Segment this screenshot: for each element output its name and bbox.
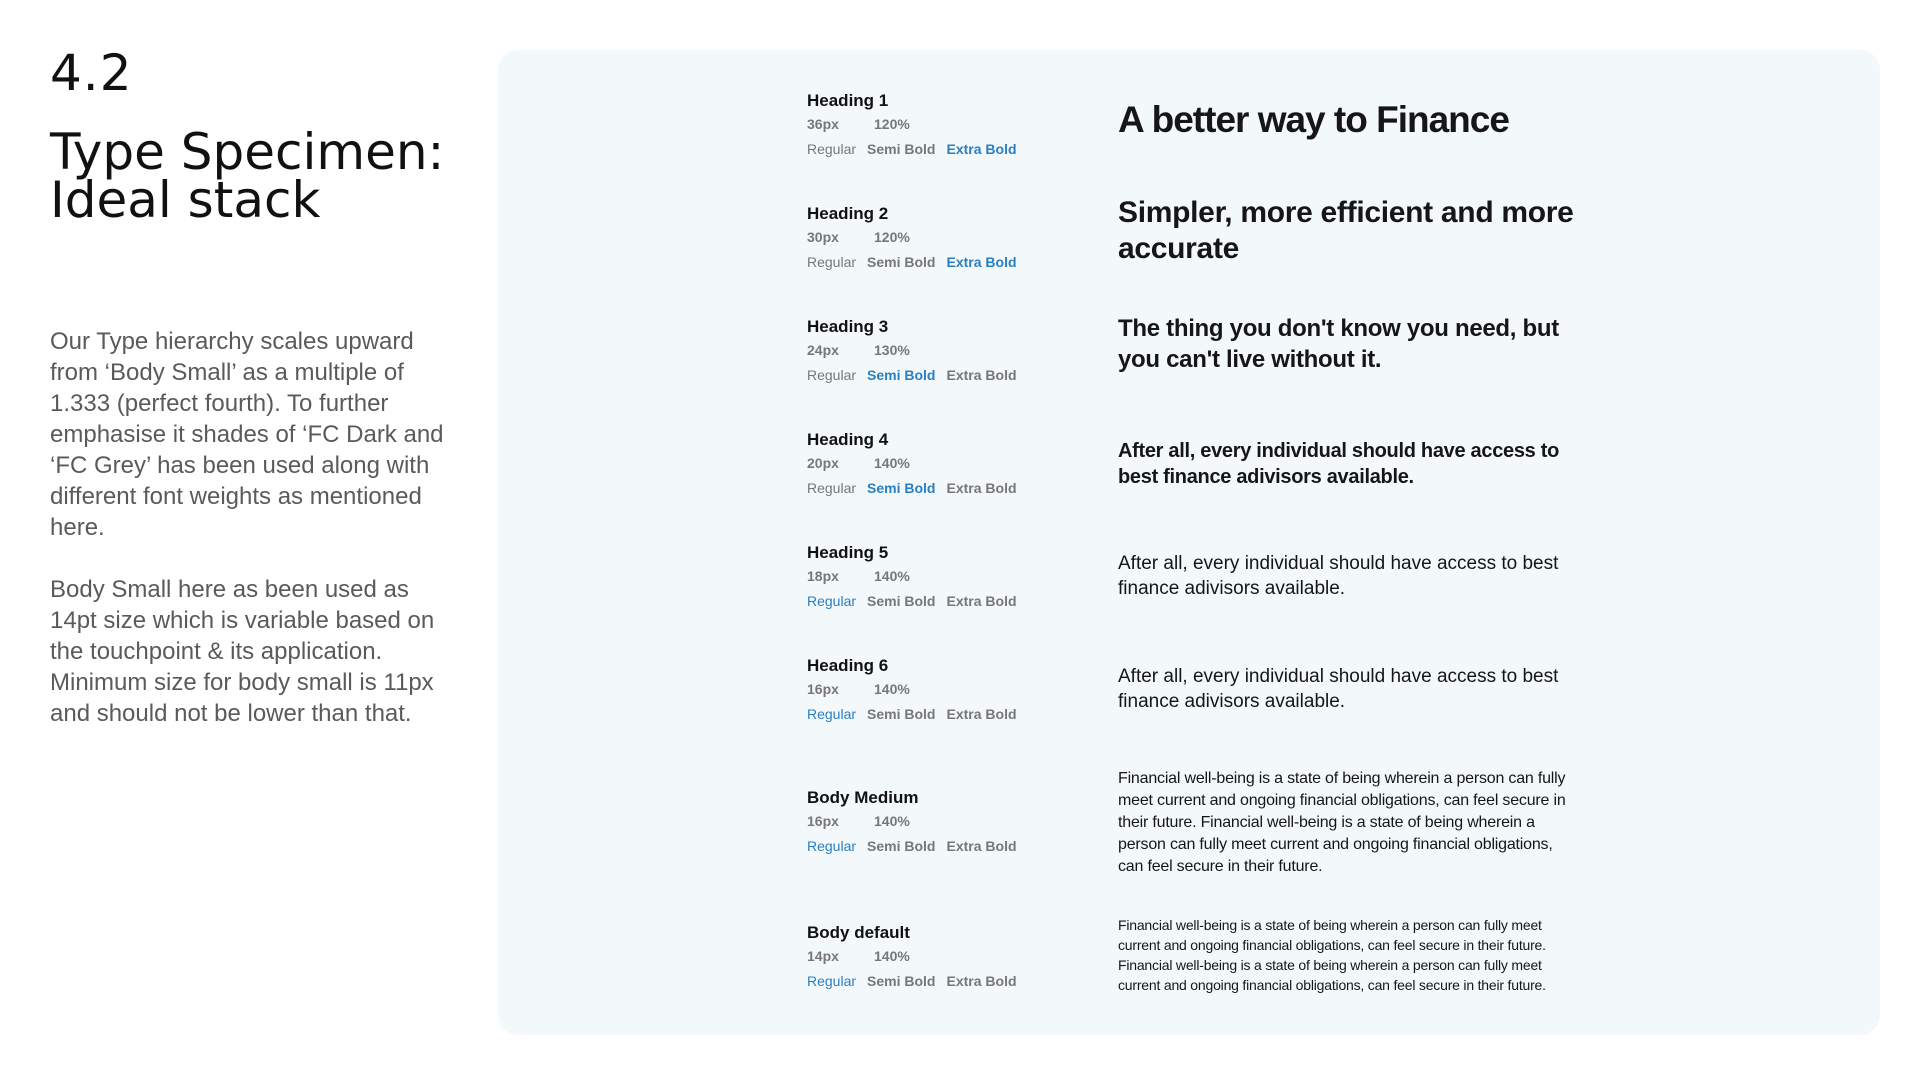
weight-extra-bold: Extra Bold bbox=[946, 367, 1017, 383]
weight-regular: Regular bbox=[807, 141, 857, 157]
page-title-line-2: Ideal stack bbox=[50, 171, 321, 229]
font-size-value: 30px bbox=[807, 229, 839, 245]
sample-text-heading-1: A better way to Finance bbox=[1118, 99, 1509, 140]
style-metrics bbox=[807, 812, 1067, 830]
style-name: Heading 1 bbox=[807, 91, 889, 110]
style-metrics bbox=[807, 341, 1067, 359]
font-size-value: 18px bbox=[807, 568, 839, 584]
weight-extra-bold: Extra Bold bbox=[946, 838, 1017, 854]
weight-extra-bold: Extra Bold bbox=[946, 593, 1017, 609]
description-paragraph-1: Our Type hierarchy scales upward from ‘Body Small’ as a multiple of 1.333 (perfect fourth). To further emphasise it shades of ‘FC Dark and ‘FC Grey’ has been used along with different font weights as mentioned here. bbox=[50, 328, 444, 541]
sample-text-heading-3: The thing you don't know you need, but you can't live without it. bbox=[1118, 315, 1559, 373]
description-paragraph-2: Body Small here as been used as 14pt size which is variable based on the touchpoint & its application. Minimum size for body small is 11px and should not be lower than that. bbox=[50, 576, 435, 727]
style-name: Heading 6 bbox=[807, 656, 889, 675]
weight-options bbox=[807, 705, 1067, 723]
line-height-value: 140% bbox=[874, 813, 910, 829]
style-spec bbox=[807, 316, 1067, 384]
style-metrics bbox=[807, 454, 1067, 472]
style-spec bbox=[807, 655, 1067, 723]
weight-regular: Regular bbox=[807, 706, 857, 722]
line-height-value: 140% bbox=[874, 681, 910, 697]
weight-extra-bold: Extra Bold bbox=[946, 480, 1017, 496]
font-size-value: 16px bbox=[807, 681, 839, 697]
weight-options bbox=[807, 479, 1067, 497]
style-metrics bbox=[807, 947, 1067, 965]
weight-extra-bold: Extra Bold bbox=[946, 141, 1017, 157]
style-name: Body Medium bbox=[807, 788, 919, 807]
font-size-value: 16px bbox=[807, 813, 839, 829]
weight-regular: Regular bbox=[807, 480, 857, 496]
weight-regular: Regular bbox=[807, 973, 857, 989]
style-name: Heading 5 bbox=[807, 543, 889, 562]
type-specimen-panel bbox=[498, 50, 1880, 1035]
sample-text-body-default: Financial well-being is a state of being wherein a person can fully meet current and ongoing financial obligations, can feel secure in their future. Financial well-being is a state of being wherein a person can fully meet current and ongoing financial obligations, can feel secure in their future. bbox=[1118, 917, 1546, 993]
line-height-value: 130% bbox=[874, 342, 910, 358]
sample-text-body-medium: Financial well-being is a state of being wherein a person can fully meet current and ongoing financial obligations, can feel secure in their future. Financial well-being is a state of being wherein a person can fully meet current and ongoing financial obligations, can feel secure in their future. bbox=[1118, 770, 1566, 875]
line-height-value: 120% bbox=[874, 229, 910, 245]
font-size-value: 24px bbox=[807, 342, 839, 358]
style-metrics bbox=[807, 115, 1067, 133]
weight-semi-bold: Semi Bold bbox=[867, 480, 936, 496]
weight-options bbox=[807, 972, 1067, 990]
weight-semi-bold: Semi Bold bbox=[867, 973, 936, 989]
weight-options bbox=[807, 140, 1067, 158]
weight-semi-bold: Semi Bold bbox=[867, 141, 936, 157]
sample-text-heading-2: Simpler, more efficient and more accurate bbox=[1118, 196, 1574, 265]
weight-semi-bold: Semi Bold bbox=[867, 367, 936, 383]
line-height-value: 140% bbox=[874, 948, 910, 964]
sample-text-heading-5: After all, every individual should have access to best finance adivisors available. bbox=[1118, 553, 1559, 599]
style-name: Body default bbox=[807, 923, 910, 942]
weight-options bbox=[807, 366, 1067, 384]
weight-semi-bold: Semi Bold bbox=[867, 838, 936, 854]
weight-options bbox=[807, 837, 1067, 855]
style-spec bbox=[807, 542, 1067, 610]
font-size-value: 20px bbox=[807, 455, 839, 471]
style-spec bbox=[807, 922, 1067, 990]
weight-options bbox=[807, 253, 1067, 271]
weight-semi-bold: Semi Bold bbox=[867, 254, 936, 270]
style-spec bbox=[807, 429, 1067, 497]
style-spec bbox=[807, 787, 1067, 855]
weight-regular: Regular bbox=[807, 367, 857, 383]
weight-semi-bold: Semi Bold bbox=[867, 593, 936, 609]
weight-extra-bold: Extra Bold bbox=[946, 254, 1017, 270]
style-spec bbox=[807, 90, 1067, 158]
font-size-value: 36px bbox=[807, 116, 839, 132]
style-spec bbox=[807, 203, 1067, 271]
description bbox=[50, 326, 450, 729]
weight-extra-bold: Extra Bold bbox=[946, 706, 1017, 722]
style-metrics bbox=[807, 228, 1067, 246]
style-metrics bbox=[807, 567, 1067, 585]
weight-semi-bold: Semi Bold bbox=[867, 706, 936, 722]
weight-extra-bold: Extra Bold bbox=[946, 973, 1017, 989]
sample-text-heading-4: After all, every individual should have access to best finance adivisors available. bbox=[1118, 440, 1560, 488]
style-name: Heading 3 bbox=[807, 317, 889, 336]
page-title-line-1: Type Specimen: bbox=[50, 123, 445, 181]
weight-regular: Regular bbox=[807, 593, 857, 609]
sample-text-heading-6: After all, every individual should have access to best finance adivisors available. bbox=[1118, 666, 1559, 712]
style-name: Heading 4 bbox=[807, 430, 889, 449]
style-metrics bbox=[807, 680, 1067, 698]
weight-options bbox=[807, 592, 1067, 610]
font-size-value: 14px bbox=[807, 948, 839, 964]
line-height-value: 140% bbox=[874, 455, 910, 471]
weight-regular: Regular bbox=[807, 838, 857, 854]
page-title bbox=[50, 123, 470, 229]
style-name: Heading 2 bbox=[807, 204, 889, 223]
line-height-value: 140% bbox=[874, 568, 910, 584]
line-height-value: 120% bbox=[874, 116, 910, 132]
weight-regular: Regular bbox=[807, 254, 857, 270]
section-number: 4.2 bbox=[50, 44, 133, 102]
